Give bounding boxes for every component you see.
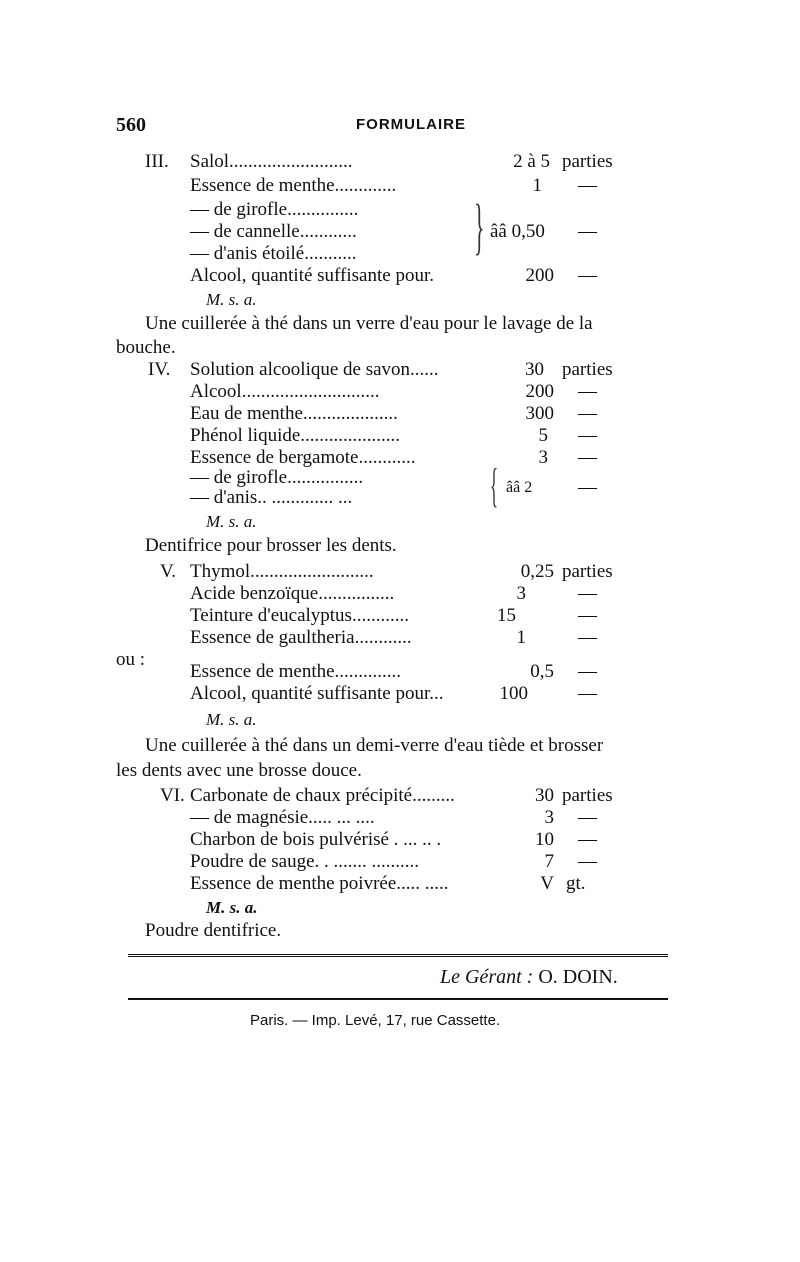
ingredient-label: — de cannelle............ <box>190 221 357 242</box>
usage-note: Une cuillerée à thé dans un demi-verre d'eau tiède et brosser <box>145 735 604 756</box>
ingredient-qty: 10 <box>535 829 554 850</box>
section-numeral: V. <box>160 561 177 582</box>
section-numeral: IV. <box>148 359 171 380</box>
ingredient-qty: 200 <box>525 265 554 286</box>
brace-unit: — <box>578 221 597 242</box>
ingredient-row <box>0 626 800 650</box>
ingredient-unit: — <box>578 829 597 850</box>
ingredient-qty: 30 <box>535 785 554 806</box>
ingredient-label: Charbon de bois pulvérisé . ... .. . <box>190 829 442 850</box>
ingredient-label: Carbonate de chaux précipité......... <box>190 785 455 806</box>
ingredient-label: Phénol liquide..................... <box>190 425 401 446</box>
ingredient-unit: — <box>578 381 597 402</box>
ingredient-unit: — <box>578 851 597 872</box>
ingredient-qty: 1 <box>516 627 526 648</box>
ingredient-row <box>0 486 800 510</box>
section-numeral: III. <box>145 151 169 172</box>
ingredient-label: — de girofle................ <box>190 467 364 488</box>
ingredient-qty: 15 <box>497 605 516 626</box>
ingredient-unit: parties <box>562 561 613 582</box>
ms-abbrev: M. s. a. <box>206 512 257 531</box>
ingredient-unit: — <box>578 683 597 704</box>
running-title: FORMULAIRE <box>356 116 466 133</box>
ingredient-row <box>0 582 800 606</box>
ingredient-qty: 1 <box>532 175 542 196</box>
ingredient-unit: parties <box>562 785 613 806</box>
ingredient-qty: 0,25 <box>520 561 554 582</box>
ingredient-label: Poudre de sauge. . ....... .......... <box>190 851 420 872</box>
usage-note: les dents avec une brosse douce. <box>116 760 362 781</box>
ingredient-qty: 30 <box>525 359 544 380</box>
ingredient-label: Essence de gaultheria............ <box>190 627 412 648</box>
ms-abbrev: M. s. a. <box>206 898 258 917</box>
ingredient-unit: parties <box>562 151 613 172</box>
ingredient-unit: — <box>578 175 597 196</box>
ingredient-qty: 3 <box>538 447 548 468</box>
ingredient-qty: V <box>540 873 554 894</box>
brace-qty: ââ 2 <box>506 479 533 496</box>
ingredient-unit: — <box>578 661 597 682</box>
ingredient-label: Essence de menthe.............. <box>190 661 402 682</box>
curly-brace: { <box>490 459 499 512</box>
ingredient-label: Solution alcoolique de savon...... <box>190 359 439 380</box>
usage-note: bouche. <box>116 337 176 358</box>
footer-double-rule <box>128 954 668 961</box>
printer-imprint: Paris. — Imp. Levé, 17, rue Cassette. <box>250 1012 501 1029</box>
ingredient-label: Thymol.......................... <box>190 561 374 582</box>
ingredient-qty: 5 <box>538 425 548 446</box>
ingredient-qty: 0,5 <box>530 661 554 682</box>
ingredient-unit: — <box>578 265 597 286</box>
ingredient-label: Eau de menthe.................... <box>190 403 398 424</box>
ingredient-label: Essence de menthe............. <box>190 175 397 196</box>
ingredient-label: Essence de menthe poivrée..... ..... <box>190 873 449 894</box>
ingredient-unit: — <box>578 583 597 604</box>
ingredient-label: Teinture d'eucalyptus............ <box>190 605 409 626</box>
ingredient-qty: 100 <box>499 683 528 704</box>
ingredient-qty: 7 <box>544 851 554 872</box>
ingredient-row <box>0 828 800 852</box>
ingredient-row <box>0 872 800 896</box>
page-header <box>116 114 676 138</box>
ingredient-label: — de magnésie..... ... .... <box>190 807 375 828</box>
ingredient-row <box>0 682 800 706</box>
gerant-name: O. DOIN. <box>538 966 618 988</box>
page-number: 560 <box>116 114 146 136</box>
ingredient-row <box>0 220 800 244</box>
ingredient-unit: parties <box>562 359 613 380</box>
ingredient-row <box>0 660 800 684</box>
ingredient-row <box>0 424 800 448</box>
ingredient-row <box>0 264 800 288</box>
brace-unit: — <box>578 477 597 498</box>
brace-qty: ââ 0,50 <box>490 221 545 242</box>
ingredient-row <box>0 850 800 874</box>
usage-note: Poudre dentifrice. <box>145 920 282 941</box>
ingredient-qty: 3 <box>516 583 526 604</box>
ingredient-row <box>0 242 800 266</box>
ingredient-row <box>0 358 800 382</box>
ms-abbrev: M. s. a. <box>206 290 257 309</box>
ou-label: ou : <box>116 649 146 670</box>
section-numeral: VI. <box>160 785 185 806</box>
ingredient-row <box>0 150 800 174</box>
ingredient-unit: — <box>578 627 597 648</box>
curly-brace: } <box>474 193 485 261</box>
ingredient-qty: 3 <box>544 807 554 828</box>
ingredient-row <box>0 784 800 808</box>
ingredient-unit: — <box>578 807 597 828</box>
ingredient-label: Essence de bergamote............ <box>190 447 416 468</box>
ingredient-row <box>0 174 800 198</box>
ingredient-unit: — <box>578 447 597 468</box>
ingredient-row <box>0 380 800 404</box>
ingredient-row <box>0 604 800 628</box>
usage-note: Une cuillerée à thé dans un verre d'eau pour le lavage de la <box>145 313 593 334</box>
footer-rule <box>128 998 668 1000</box>
ingredient-qty: 300 <box>525 403 554 424</box>
ingredient-row <box>0 402 800 426</box>
ingredient-unit: — <box>578 425 597 446</box>
ingredient-row <box>0 806 800 830</box>
ingredient-label: Alcool, quantité suffisante pour... <box>190 683 444 704</box>
ingredient-unit: — <box>578 605 597 626</box>
usage-note: Dentifrice pour brosser les dents. <box>145 535 397 556</box>
ingredient-row <box>0 560 800 584</box>
ingredient-qty: 200 <box>525 381 554 402</box>
ingredient-unit: gt. <box>566 873 586 894</box>
ingredient-label: Salol.......................... <box>190 151 353 172</box>
ingredient-label: Alcool, quantité suffisante pour. <box>190 265 434 286</box>
ingredient-label: — d'anis étoilé........... <box>190 243 357 264</box>
ingredient-qty: 2 à 5 <box>513 151 550 172</box>
ingredient-row <box>0 198 800 222</box>
ingredient-label: — d'anis.. ............. ... <box>190 487 353 508</box>
ingredient-label: Alcool............................. <box>190 381 380 402</box>
ingredient-label: — de girofle............... <box>190 199 359 220</box>
gerant-line <box>440 966 618 989</box>
gerant-label: Le Gérant : <box>440 966 534 988</box>
ingredient-label: Acide benzoïque................ <box>190 583 395 604</box>
ingredient-unit: — <box>578 403 597 424</box>
ms-abbrev: M. s. a. <box>206 710 257 729</box>
